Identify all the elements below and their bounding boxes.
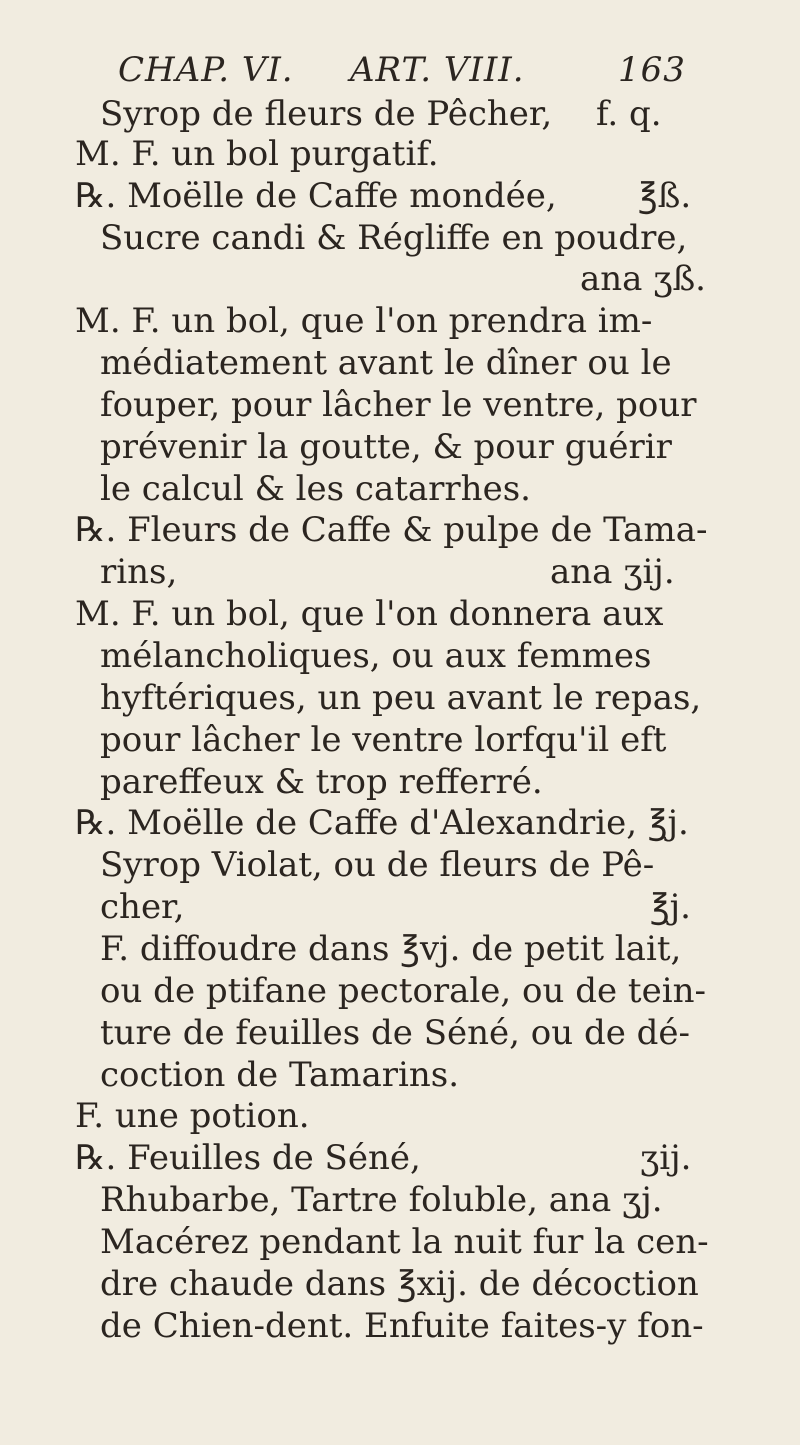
text-line: ou de ptifane pectorale, ou de tein- <box>100 971 706 1011</box>
text-line: pour lâcher le ventre lorfqu'il eft <box>100 720 667 760</box>
text-line: M. F. un bol, que l'on donnera aux <box>75 594 664 634</box>
text-line: Macérez pendant la nuit fur la cen- <box>100 1222 709 1262</box>
quantity: ʒij. <box>640 1138 692 1178</box>
text-line: Rhubarbe, Tartre foluble, ana ʒj. <box>100 1180 663 1220</box>
text-line: pareffeux & trop refferré. <box>100 762 543 802</box>
quantity: ana ʒß. <box>580 259 706 299</box>
text-line: médiatement avant le dîner ou le <box>100 343 672 383</box>
text-line: ℞. Feuilles de Séné, <box>75 1138 421 1178</box>
quantity: ℥j. <box>650 887 691 927</box>
text-line: F. une potion. <box>75 1096 310 1136</box>
text-line: rins, <box>100 552 178 592</box>
quantity: f. q. <box>596 94 662 134</box>
text-line: prévenir la goutte, & pour guérir <box>100 427 672 467</box>
header-chapter: CHAP. VI. <box>118 50 294 90</box>
text-line: F. diffoudre dans ℥vj. de petit lait, <box>100 929 682 969</box>
text-line: coction de Tamarins. <box>100 1055 460 1095</box>
header-article: ART. VIII. <box>350 50 525 90</box>
text-line: dre chaude dans ℥xij. de décoction <box>100 1264 699 1304</box>
page-number: 163 <box>618 50 686 90</box>
text-line: Syrop Violat, ou de fleurs de Pê- <box>100 845 655 885</box>
text-line: M. F. un bol purgatif. <box>75 134 439 174</box>
text-line: hyftériques, un peu avant le repas, <box>100 678 702 718</box>
text-line: fouper, pour lâcher le ventre, pour <box>100 385 697 425</box>
text-line: ℞. Moëlle de Caffe d'Alexandrie, ℥j. <box>75 803 689 843</box>
quantity: ℥ß. <box>638 176 692 216</box>
text-line: de Chien-dent. Enfuite faites-y fon- <box>100 1306 704 1346</box>
text-line: ture de feuilles de Séné, ou de dé- <box>100 1013 691 1053</box>
text-line: le calcul & les catarrhes. <box>100 469 531 509</box>
text-line: Syrop de fleurs de Pêcher, <box>100 94 553 134</box>
text-line: M. F. un bol, que l'on prendra im- <box>75 301 653 341</box>
text-line: ℞. Fleurs de Caffe & pulpe de Tama- <box>75 510 708 550</box>
text-line: cher, <box>100 887 185 927</box>
quantity: ana ʒij. <box>550 552 675 592</box>
text-line: mélancholiques, ou aux femmes <box>100 636 652 676</box>
text-line: ℞. Moëlle de Caffe mondée, <box>75 176 557 216</box>
text-line: Sucre candi & Régliffe en poudre, <box>100 218 688 258</box>
